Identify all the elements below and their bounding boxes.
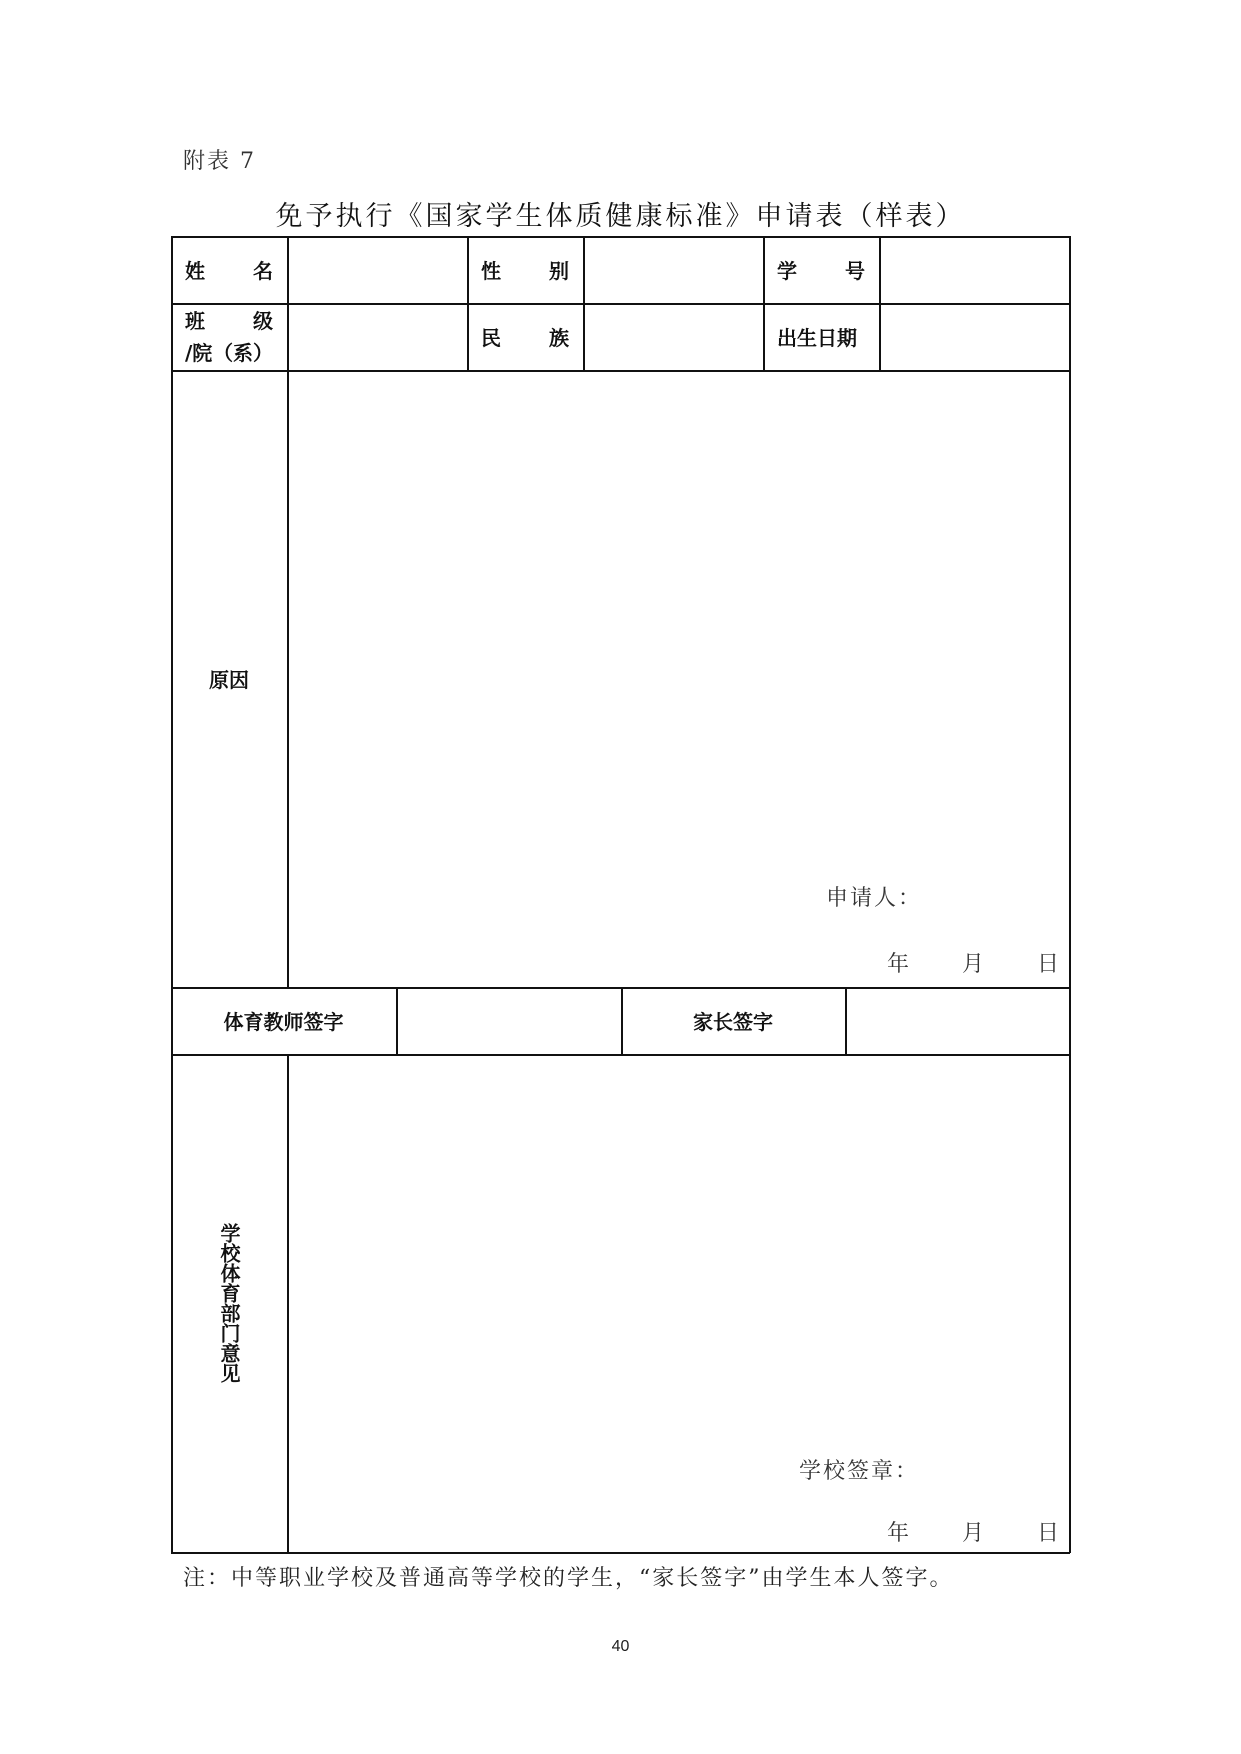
page-number: 40 [611,1638,630,1655]
student-number-label-char-2: 号 [845,259,865,283]
ethnicity-label-char-2: 族 [549,326,569,350]
reason-field[interactable] [287,370,1070,987]
applicant-signature-label: 申请人： [826,886,923,911]
student-number-field[interactable] [879,236,1070,303]
class-label-char-1: 班 [185,308,205,333]
class-department-field[interactable] [287,303,467,370]
student-number-label-char-1: 学 [777,259,797,283]
school-stamp-label: 学校签章： [799,1459,920,1484]
opinion-date-year: 年 [887,1521,910,1546]
birthdate-label: 出生日期 [777,326,857,350]
name-label-char-2: 名 [253,259,273,283]
reason-date-month: 月 [962,952,985,977]
ethnicity-field[interactable] [583,303,763,370]
reason-date-day: 日 [1037,952,1060,977]
school-pe-department-opinion-text: 学校体育部门意见 [217,1223,241,1383]
application-form-table [171,236,1070,1553]
gender-label [467,236,583,303]
opinion-date-day: 日 [1037,1521,1060,1546]
department-label-part-2: （系） [213,340,273,365]
class-label-char-2: 级 [253,308,273,333]
class-department-label [171,303,287,370]
student-number-label [763,236,879,303]
name-field[interactable] [287,236,467,303]
annex-label: 附表 7 [183,149,256,174]
opinion-date-month: 月 [962,1521,985,1546]
pe-teacher-signature-field[interactable] [396,987,621,1054]
name-label [171,236,287,303]
gender-label-char-1: 性 [481,259,501,283]
parent-signature-label: 家长签字 [693,1010,773,1034]
ethnicity-label-char-1: 民 [481,326,501,350]
parent-signature-field[interactable] [845,987,1070,1054]
footnote: 注：中等职业学校及普通高等学校的学生，“家长签字”由学生本人签字。 [183,1566,954,1591]
school-pe-department-opinion-label [171,1054,287,1552]
birthdate-field[interactable] [879,303,1070,370]
school-pe-department-opinion-field[interactable] [287,1054,1070,1552]
gender-field[interactable] [583,236,763,303]
name-label-char-1: 姓 [185,259,205,283]
reason-date-year: 年 [887,952,910,977]
table-border-bottom [171,1552,1070,1554]
class-label-line-2 [185,337,273,369]
gender-label-char-2: 别 [549,259,569,283]
pe-teacher-signature-label: 体育教师签字 [223,1010,344,1034]
reason-label: 原因 [209,668,249,692]
form-title: 免予执行《国家学生体质健康标准》申请表（样表） [275,201,966,232]
ethnicity-label [467,303,583,370]
class-label-line-1 [185,305,273,337]
department-label-part-1: /院 [185,340,213,365]
